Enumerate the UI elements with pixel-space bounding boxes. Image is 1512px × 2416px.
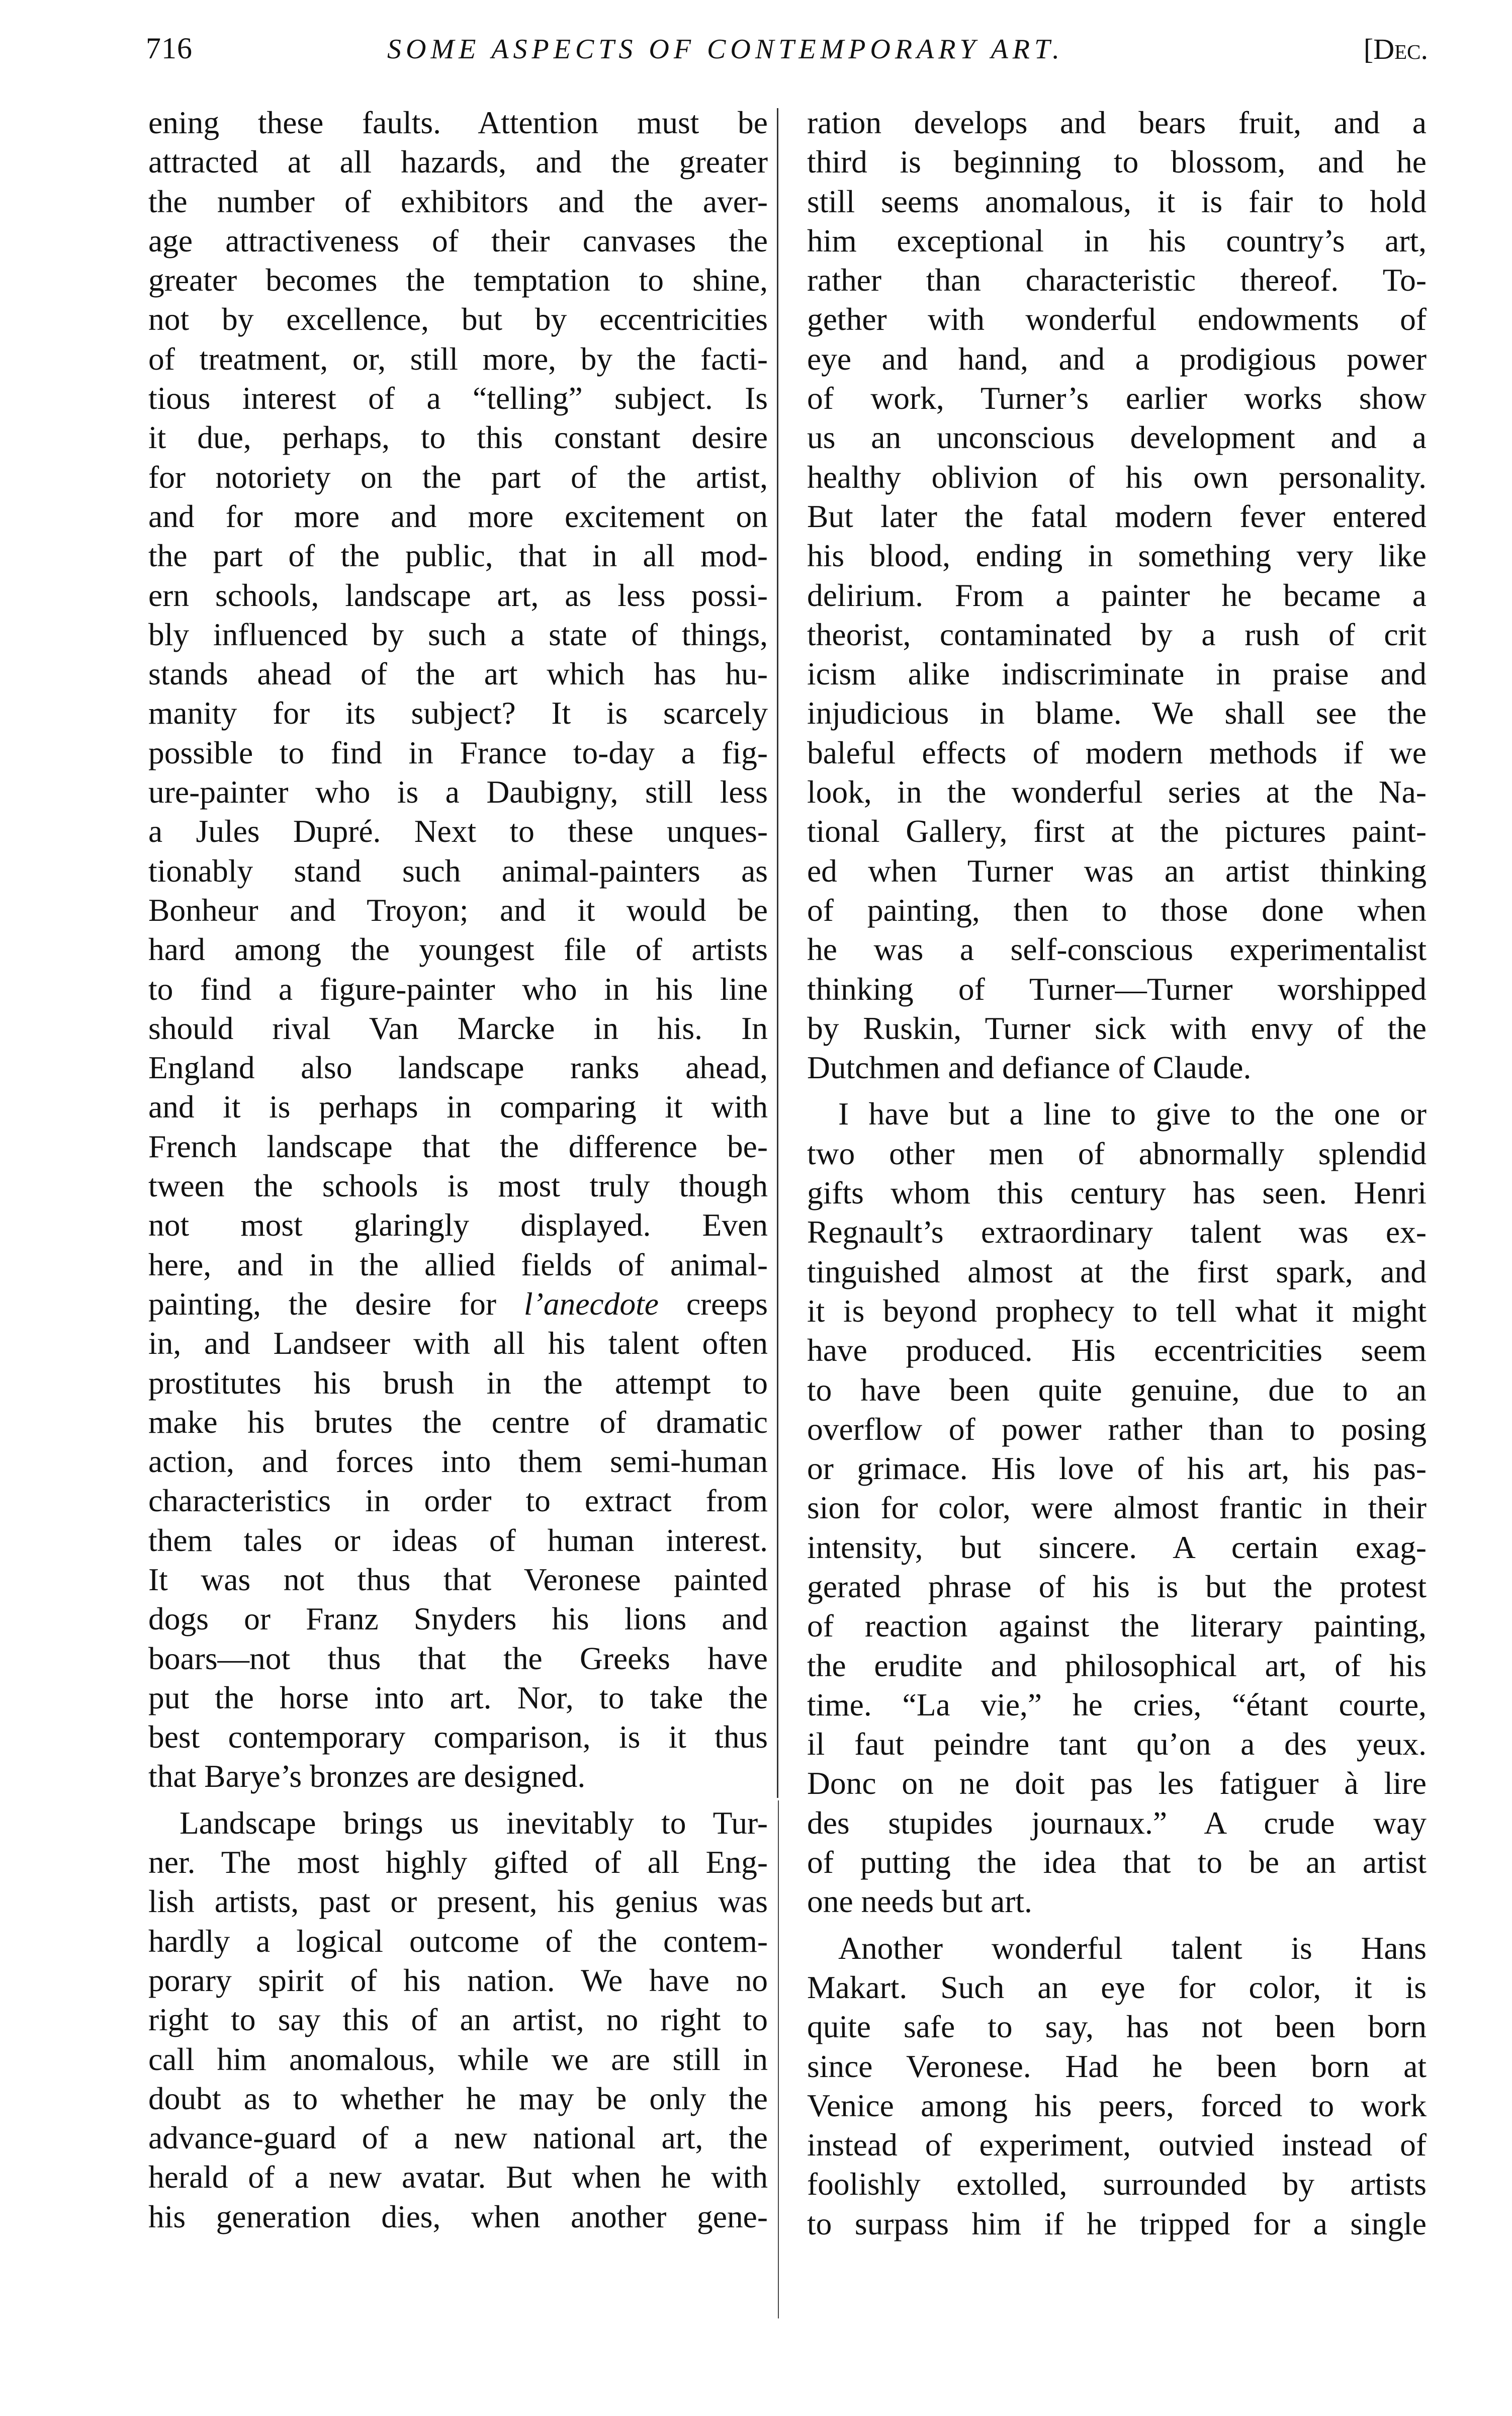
text-line: in, and Landseer with all his talent often: [148, 1325, 768, 1361]
text-line: gifts whom this century has seen. Henri: [807, 1175, 1427, 1211]
text-line: make his brutes the centre of dramatic: [148, 1404, 768, 1440]
text-line: theorist, contaminated by a rush of crit: [807, 616, 1427, 652]
text-line: ern schools, landscape art, as less possi-: [148, 577, 768, 613]
text-line: should rival Van Marcke in his. In: [148, 1010, 768, 1046]
text-line: gether with wonderful endowments of: [807, 301, 1427, 337]
text-line: ed when Turner was an artist thinking: [807, 852, 1427, 889]
text-line: still seems anomalous, it is fair to hold: [807, 183, 1427, 219]
paragraph-gap: [807, 1922, 1427, 1929]
text-line: hardly a logical outcome of the contem-: [148, 1923, 768, 1959]
text-line: possible to find in France to-day a fig-: [148, 734, 768, 770]
text-line: healthy oblivion of his own personality.: [807, 459, 1427, 495]
text-line: have produced. His eccentricities seem: [807, 1332, 1427, 1368]
text-line: and it is perhaps in comparing it with: [148, 1089, 768, 1125]
text-line: But later the fatal modern fever entered: [807, 498, 1427, 534]
text-line: tinguished almost at the first spark, and: [807, 1253, 1427, 1289]
text-line: Landscape brings us inevitably to Tur-: [180, 1804, 768, 1841]
text-line: ration develops and bears fruit, and a: [807, 105, 1427, 140]
text-line: icism alike indiscriminate in praise and: [807, 656, 1427, 692]
text-line: overflow of power rather than to posing: [807, 1411, 1427, 1447]
text-line: third is beginning to blossom, and he: [807, 144, 1427, 180]
text-line: two other men of abnormally splendid: [807, 1135, 1427, 1171]
text-line: Makart. Such an eye for color, it is: [807, 1969, 1427, 2005]
text-line: greater becomes the temptation to shine,: [148, 262, 768, 298]
text-line: [148, 1284, 768, 1324]
issue-month: [Dec.: [1363, 33, 1428, 65]
text-line: of painting, then to those done when: [807, 892, 1427, 928]
text-line: dogs or Franz Snyders his lions and: [148, 1601, 768, 1637]
text-line: quite safe to say, has not been born: [807, 2009, 1427, 2045]
text-run: painting, the desire for: [148, 1285, 524, 1322]
text-line: manity for its subject? It is scarcely: [148, 695, 768, 731]
text-line: to find a figure-painter who in his line: [148, 971, 768, 1007]
text-line: him exceptional in his country’s art,: [807, 222, 1427, 258]
text-line: since Veronese. Had he been born at: [807, 2048, 1427, 2084]
text-line: for notoriety on the part of the artist,: [148, 459, 768, 495]
text-line: to surpass him if he tripped for a single: [807, 2205, 1427, 2241]
text-line: porary spirit of his nation. We have no: [148, 1962, 768, 1998]
text-line: tween the schools is most truly though: [148, 1168, 768, 1204]
text-line: the part of the public, that in all mod-: [148, 538, 768, 574]
text-line: of treatment, or, still more, by the facti-: [148, 340, 768, 377]
text-line: Donc on ne doit pas les fatiguer à lire: [807, 1765, 1427, 1801]
running-title: SOME ASPECTS OF CONTEMPORARY ART.: [387, 34, 1064, 65]
text-line: age attractiveness of their canvases the: [148, 222, 768, 258]
text-line: Venice among his peers, forced to work: [807, 2087, 1427, 2123]
text-line: instead of experiment, outvied instead of: [807, 2127, 1427, 2163]
text-line: not by excellence, but by eccentricities: [148, 301, 768, 337]
text-line: action, and forces into them semi-human: [148, 1443, 768, 1480]
text-line: the erudite and philosophical art, of his: [807, 1647, 1427, 1683]
text-line: il faut peindre tant qu’on a des yeux.: [807, 1726, 1427, 1762]
text-line: one needs but art.: [807, 1883, 1032, 1920]
text-line: it due, perhaps, to this constant desire: [148, 419, 768, 456]
text-line: advance-guard of a new national art, the: [148, 2120, 768, 2156]
text-line: gerated phrase of his is but the protest: [807, 1568, 1427, 1604]
text-line: Another wonderful talent is Hans: [838, 1930, 1427, 1966]
right-column: [807, 103, 1427, 2244]
text-line: des stupides journaux.” A crude way: [807, 1804, 1427, 1841]
text-line: it is beyond prophecy to tell what it might: [807, 1292, 1427, 1329]
text-run: creeps: [658, 1285, 768, 1322]
text-line: tious interest of a “telling” subject. Is: [148, 380, 768, 416]
text-line: look, in the wonderful series at the Na-: [807, 774, 1427, 810]
text-line: eye and hand, and a prodigious power: [807, 340, 1427, 377]
text-line: that Barye’s bronzes are designed.: [148, 1758, 586, 1794]
text-line: his blood, ending in something very like: [807, 538, 1427, 574]
paragraph-gap: [807, 1087, 1427, 1094]
text-line: herald of a new avatar. But when he with: [148, 2159, 768, 2195]
text-line: call him anomalous, while we are still in: [148, 2041, 768, 2077]
text-line: injudicious in blame. We shall see the: [807, 695, 1427, 731]
text-line: right to say this of an artist, no right to: [148, 2002, 768, 2038]
text-line: to have been quite genuine, due to an: [807, 1371, 1427, 1408]
text-line: time. “La vie,” he cries, “étant courte,: [807, 1686, 1427, 1722]
paragraph-gap: [148, 1796, 768, 1803]
text-line: not most glaringly displayed. Even: [148, 1207, 768, 1243]
text-line: boars—not thus that the Greeks have: [148, 1640, 768, 1676]
text-line: sion for color, were almost frantic in their: [807, 1490, 1427, 1526]
text-line: ure-painter who is a Daubigny, still less: [148, 774, 768, 810]
text-line: Regnault’s extraordinary talent was ex-: [807, 1214, 1427, 1250]
text-line: foolishly extolled, surrounded by artists: [807, 2166, 1427, 2202]
text-line: the number of exhibitors and the aver-: [148, 183, 768, 219]
text-line: and for more and more excitement on: [148, 498, 768, 534]
text-line: put the horse into art. Nor, to take the: [148, 1679, 768, 1715]
text-line: baleful effects of modern methods if we: [807, 734, 1427, 770]
column-divider-lower: [778, 1800, 779, 2318]
text-line: Dutchmen and defiance of Claude.: [807, 1050, 1252, 1086]
text-line: prostitutes his brush in the attempt to: [148, 1364, 768, 1401]
page-number: 716: [146, 32, 193, 65]
text-line: Bonheur and Troyon; and it would be: [148, 892, 768, 928]
text-line: of work, Turner’s earlier works show: [807, 380, 1427, 416]
text-line: hard among the youngest file of artists: [148, 931, 768, 968]
text-line: tional Gallery, first at the pictures paint-: [807, 813, 1427, 849]
text-line: England also landscape ranks ahead,: [148, 1050, 768, 1086]
text-line: It was not thus that Veronese painted: [148, 1561, 768, 1597]
text-line: doubt as to whether he may be only the: [148, 2080, 768, 2116]
text-line: rather than characteristic thereof. To-: [807, 262, 1427, 298]
text-line: lish artists, past or present, his genius was: [148, 1883, 768, 1920]
text-line: tionably stand such animal-painters as: [148, 852, 768, 889]
text-line: French landscape that the difference be-: [148, 1128, 768, 1164]
text-line: characteristics in order to extract from: [148, 1483, 768, 1519]
text-line: ner. The most highly gifted of all Eng-: [148, 1844, 768, 1880]
text-line: a Jules Dupré. Next to these unques-: [148, 813, 768, 849]
text-line: of reaction against the literary painting,: [807, 1608, 1427, 1644]
text-line: bly influenced by such a state of things,: [148, 616, 768, 652]
text-line: here, and in the allied fields of animal-: [148, 1246, 768, 1282]
left-column: [148, 103, 768, 2236]
text-line: delirium. From a painter he became a: [807, 577, 1427, 613]
text-line: he was a self-conscious experimentalist: [807, 931, 1427, 968]
running-header: [146, 31, 1433, 76]
text-line: them tales or ideas of human interest.: [148, 1522, 768, 1558]
text-line: us an unconscious development and a: [807, 419, 1427, 456]
text-line: of putting the idea that to be an artist: [807, 1844, 1427, 1880]
text-line: best contemporary comparison, is it thus: [148, 1719, 768, 1755]
text-line: thinking of Turner—Turner worshipped: [807, 971, 1427, 1007]
text-line: I have but a line to give to the one or: [838, 1096, 1427, 1132]
text-line: or grimace. His love of his art, his pas-: [807, 1450, 1427, 1487]
text-line: ening these faults. Attention must be: [148, 105, 768, 140]
text-line: intensity, but sincere. A certain exag-: [807, 1529, 1427, 1565]
text-line: by Ruskin, Turner sick with envy of the: [807, 1010, 1427, 1046]
text-line: stands ahead of the art which has hu-: [148, 656, 768, 692]
text-line: his generation dies, when another gene-: [148, 2198, 768, 2234]
text-line: attracted at all hazards, and the greater: [148, 144, 768, 180]
column-divider: [777, 108, 778, 1798]
italic-phrase: l’anecdote: [523, 1285, 659, 1322]
